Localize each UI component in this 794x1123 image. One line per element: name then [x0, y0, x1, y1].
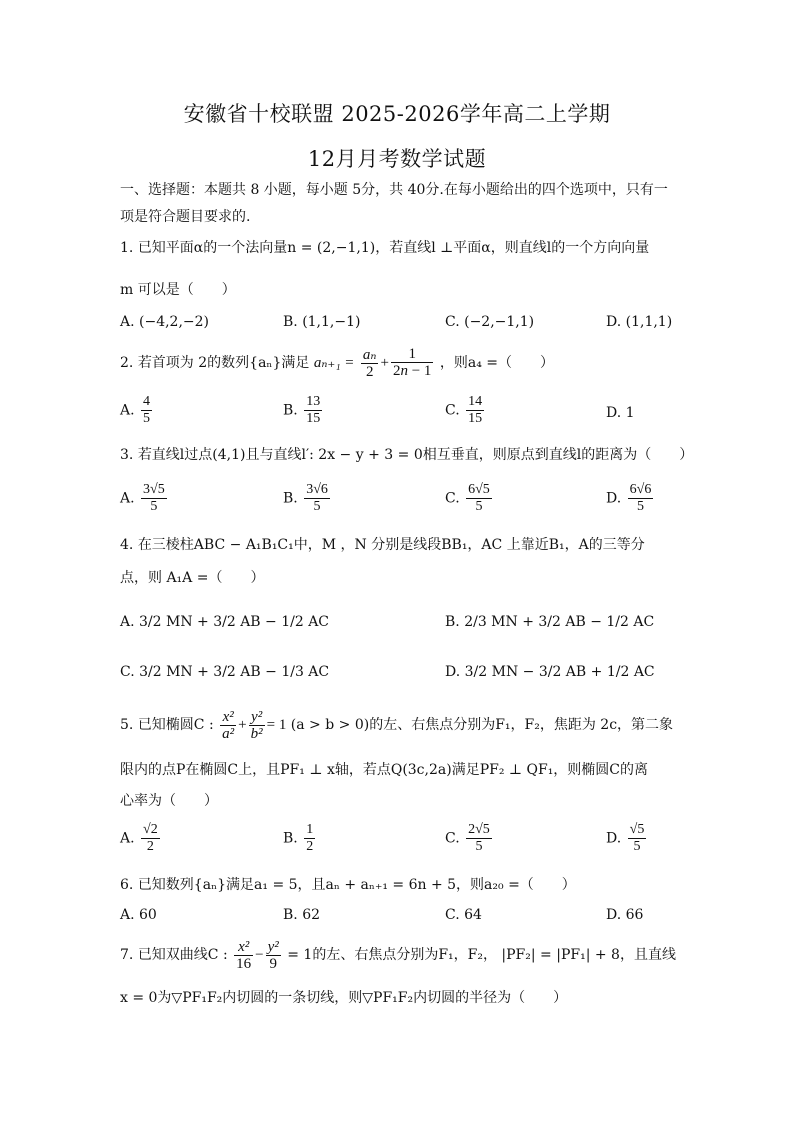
option-numerator: 3√5	[143, 482, 165, 497]
fraction: $\frac{\text{y²}}{9}$	[267, 938, 279, 972]
option-denominator: 5	[475, 499, 483, 514]
question-text: 若首项为 2的数列{aₙ}满足	[137, 355, 310, 371]
question-text-tail: (a > b > 0)的左、右焦点分别为F₁，F₂，焦距为 2c，第二象	[290, 717, 674, 733]
option-label: C.	[445, 402, 460, 419]
option-denominator: 5	[633, 839, 641, 854]
option-label: B.	[283, 402, 298, 419]
q2-option-b[interactable]	[283, 394, 324, 427]
question-1-stem	[120, 238, 680, 258]
q4-option-c[interactable]: C. 3/2 MN + 3/2 AB − 1/3 AC	[120, 664, 330, 680]
question-1-stem-cont: m 可以是（ ）	[120, 282, 236, 298]
q3-option-c[interactable]	[445, 482, 494, 515]
q6-option-b[interactable]: B. 62	[283, 907, 321, 923]
option-denominator: 2	[146, 839, 154, 854]
option-label: D.	[606, 405, 622, 421]
question-text-tail: = 1的左、右焦点分别为F₁，F₂， |PF₂| = |PF₁| + 8，且直线	[287, 947, 676, 963]
option-denominator: 15	[306, 411, 321, 426]
fraction: $\frac{1}{2n - 1}$	[392, 346, 432, 379]
q6-option-d[interactable]: D. 66	[606, 907, 644, 923]
question-text: 已知平面α的一个法向量n = (2,−1,1)，若直线l ⊥平面α，则直线l的一个方向向量	[137, 240, 650, 256]
fraction: $\frac{\text{y²}}{\text{b²}}$	[250, 708, 263, 742]
question-number: 5.	[120, 717, 134, 733]
question-text: 已知双曲线C :	[137, 947, 228, 963]
option-label: C.	[445, 490, 460, 507]
q6-option-c[interactable]: C. 64	[445, 907, 482, 923]
question-number: 1.	[120, 240, 134, 256]
question-5-stem: 5. 已知椭圆C : $\frac{\text{x²}}{\text{a²}}$ + $\frac{\text{y²}}{\text{b²}}$ = 1 (a > b > 0)的左、右焦点分别为F₁，F₂，焦距为 2c，第二象	[120, 708, 674, 742]
option-numerator: √2	[143, 822, 158, 837]
exam-title-line2: 12月月考数学试题	[307, 147, 487, 171]
option-numerator: √5	[629, 822, 645, 837]
fraction: $\frac{\text{x²}}{\text{a²}}$	[222, 708, 235, 742]
question-number: 7.	[120, 947, 134, 963]
question-text: 若直线l过点(4,1)且与直线l′: 2x − y + 3 = 0相互垂直，则原点到直线l的距离为（ ）	[137, 447, 694, 463]
question-2-stem: 2. 若首项为 2的数列{aₙ}满足 aₙ₊₁ = $\frac{\text{aₙ}}{2}$ + $\frac{1}{2n - 1}$ ，则a₄ =（ ）	[120, 346, 555, 380]
question-4-stem	[120, 535, 680, 555]
q4-option-a[interactable]: A. 3/2 MN + 3/2 AB − 1/2 AC	[120, 614, 330, 630]
option-numerator: 4	[143, 394, 151, 409]
option-numerator: 2√5	[468, 822, 490, 837]
question-7-stem: 7. 已知双曲线C : $\frac{\text{x²}}{16}$ − $\frac{\text{y²}}{9}$ = 1的左、右焦点分别为F₁，F₂， |PF₂| = |PF₁| + 8，且直线	[120, 938, 676, 972]
question-text: 已知椭圆C :	[137, 717, 214, 733]
section-instructions-line1: 一、选择题：本题共 8 小题，每小题 5分，共 40分.在每小题给出的四个选项中，只有一	[120, 182, 668, 198]
exam-title-line1: 安徽省十校联盟 2025-2026学年高二上学期	[183, 102, 611, 126]
q1-option-c[interactable]: C. (−2,−1,1)	[445, 314, 535, 330]
option-label: B.	[283, 830, 298, 847]
question-3-stem	[120, 445, 694, 465]
question-4-stem-cont: 点，则 A₁A =（ ）	[120, 570, 265, 586]
question-number: 2.	[120, 355, 134, 371]
option-numerator: 6√5	[468, 482, 490, 497]
question-number: 4.	[120, 537, 134, 553]
question-5-stem-cont2: 心率为（ ）	[120, 793, 218, 809]
q6-option-a[interactable]: A. 60	[120, 907, 157, 923]
option-denominator: 5	[150, 499, 158, 514]
q3-option-b[interactable]	[283, 482, 332, 515]
option-denominator: 15	[468, 411, 483, 426]
fraction: $\frac{\text{x²}}{16}$	[236, 938, 252, 972]
option-denominator: 5	[636, 499, 644, 514]
q2-option-a[interactable]	[120, 394, 154, 427]
option-numerator: 13	[306, 394, 321, 409]
recurrence-lhs: aₙ₊₁ =	[313, 355, 355, 371]
option-denominator: 5	[313, 499, 321, 514]
q1-option-a[interactable]: A. (−4,2,−2)	[120, 314, 210, 330]
q2-option-d[interactable]	[606, 403, 635, 423]
option-label: A.	[120, 830, 135, 847]
option-denominator: 5	[475, 839, 483, 854]
option-label: D.	[606, 830, 622, 847]
q4-option-b[interactable]: B. 2/3 MN + 3/2 AB − 1/2 AC	[445, 614, 655, 630]
question-number: 6.	[120, 877, 134, 893]
option-label: C.	[445, 830, 460, 847]
q5-option-d[interactable]	[606, 822, 648, 855]
option-numerator: 6√6	[629, 482, 652, 497]
q1-option-d[interactable]: D. (1,1,1)	[606, 314, 673, 330]
q5-option-a[interactable]	[120, 822, 162, 855]
option-denominator: 5	[143, 411, 151, 426]
option-label: A.	[120, 490, 135, 507]
question-7-stem-cont: x = 0为▽PF₁F₂内切圆的一条切线，则▽PF₁F₂内切圆的半径为（ ）	[120, 990, 568, 1006]
option-label: B.	[283, 490, 298, 507]
question-text-tail: ，则a₄ =（ ）	[439, 355, 555, 371]
fraction: $\frac{\text{aₙ}}{2}$	[362, 346, 377, 380]
option-numerator: 3√6	[306, 482, 328, 497]
q5-option-b[interactable]	[283, 822, 317, 855]
option-value: 1	[625, 405, 635, 421]
q3-option-d[interactable]	[606, 482, 655, 515]
question-5-stem-cont: 限内的点P在椭圆C上，且PF₁ ⊥ x轴，若点Q(3c,2a)满足PF₂ ⊥ QF₁，则椭圆C的离	[120, 762, 649, 778]
q3-option-a[interactable]	[120, 482, 169, 515]
option-denominator: 2	[306, 839, 314, 854]
q2-option-c[interactable]	[445, 394, 486, 427]
section-instructions-line2: 项是符合题目要求的.	[120, 209, 251, 225]
q4-option-d[interactable]: D. 3/2 MN − 3/2 AB + 1/2 AC	[445, 664, 655, 680]
q5-option-c[interactable]	[445, 822, 494, 855]
question-text: 在三棱柱ABC − A₁B₁C₁中，M ，N 分别是线段BB₁，AC 上靠近B₁，A的三等分	[137, 537, 645, 553]
option-numerator: 1	[306, 822, 314, 837]
question-6-stem	[120, 875, 680, 895]
q1-option-b[interactable]: B. (1,1,−1)	[283, 314, 361, 330]
option-numerator: 14	[468, 394, 483, 409]
option-label: A.	[120, 402, 135, 419]
question-text: 已知数列{aₙ}满足a₁ = 5，且aₙ + aₙ₊₁ = 6n + 5，则a₂₀ =（ ）	[137, 877, 576, 893]
question-number: 3.	[120, 447, 134, 463]
option-label: D.	[606, 490, 622, 507]
